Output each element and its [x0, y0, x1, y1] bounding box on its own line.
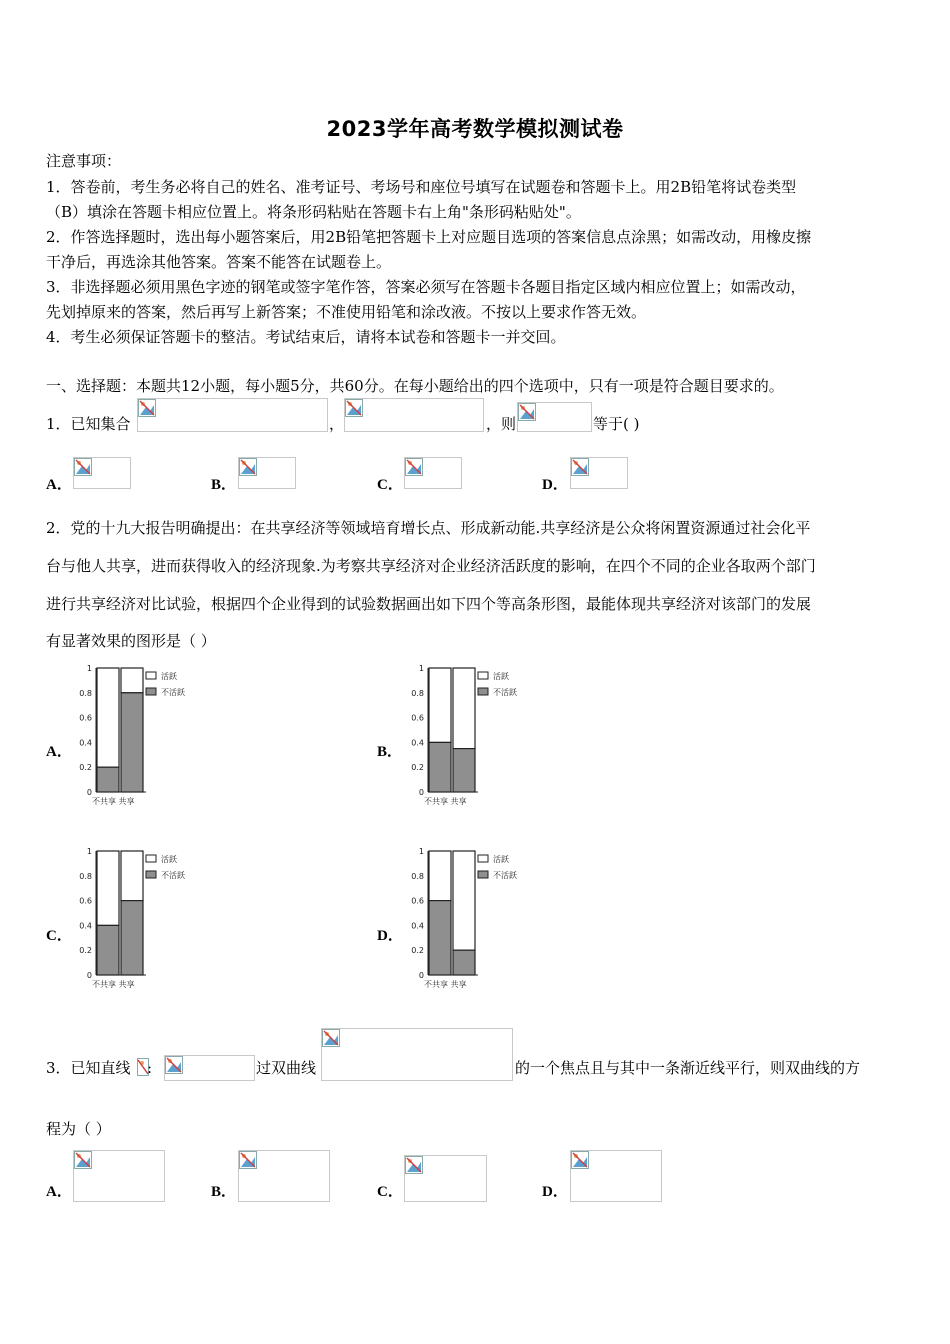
legend-swatch-inactive: [478, 688, 488, 695]
q1-then: ，则: [486, 415, 517, 433]
broken-image-icon: [571, 458, 589, 476]
notice-line: 1．答卷前，考生务必将自己的姓名、准考证号、考场号和座位号填写在试题卷和答题卡上。用2B铅笔将试卷类型: [46, 178, 797, 196]
q1-prefix: 1．已知集合: [46, 415, 131, 433]
legend-label: 不活跃: [493, 688, 517, 697]
bar-active: [97, 668, 119, 767]
q1-option-a-image: [73, 457, 131, 489]
q1-comma: ，: [329, 415, 345, 433]
notice-line: 干净后，再选涂其他答案。答案不能答在试题卷上。: [46, 253, 392, 271]
q1-option-a-label[interactable]: A．: [46, 477, 72, 493]
x-tick-label: 不共享 共享: [92, 980, 135, 989]
q2-option-a-label[interactable]: A．: [46, 744, 72, 760]
q2-option-d-label[interactable]: D．: [377, 928, 403, 944]
bar-active: [121, 851, 143, 901]
q3-option-d-image: [570, 1150, 662, 1202]
formula-image: [517, 402, 592, 432]
notice-heading: 注意事项：: [46, 152, 122, 170]
broken-image-icon: [165, 1056, 183, 1074]
bar-inactive: [453, 950, 475, 975]
q1-option-c-image: [404, 457, 462, 489]
notice-line: 3．非选择题必须用黑色字迹的钢笔或签字笔作答，答案必须写在答题卡各题目指定区域内相应位置上；如需改动，: [46, 278, 806, 296]
y-tick-label: 1: [86, 664, 92, 673]
broken-image-icon: [138, 399, 156, 417]
y-tick-label: 0: [86, 971, 92, 980]
q3-option-a-label[interactable]: A．: [46, 1184, 72, 1200]
q2-option-c-label[interactable]: C．: [46, 928, 72, 944]
y-tick-label: 1: [418, 847, 424, 856]
broken-image-icon: [74, 458, 92, 476]
y-tick-label: 0.2: [411, 763, 424, 773]
y-tick-label: 0.8: [411, 871, 424, 881]
broken-image-icon: [518, 403, 536, 421]
formula-image: [321, 1028, 513, 1081]
legend-swatch-inactive: [146, 871, 156, 878]
broken-image-icon: [345, 399, 363, 417]
y-tick-label: 0.8: [411, 688, 424, 698]
q2-line: 有显著效果的图形是（ ）: [46, 632, 216, 650]
broken-image-icon: [239, 1151, 257, 1169]
legend-swatch-active: [478, 855, 488, 862]
broken-image-icon: [322, 1029, 340, 1047]
notice-line: 先划掉原来的答案，然后再写上新答案；不准使用铅笔和涂改液。不按以上要求作答无效。: [46, 303, 647, 321]
q2-option-b-label[interactable]: B．: [377, 744, 403, 760]
bar-active: [429, 851, 451, 901]
broken-image-icon: [239, 458, 257, 476]
q3-middle: 过双曲线: [256, 1059, 317, 1077]
legend-swatch-active: [146, 672, 156, 679]
y-tick-label: 0.4: [411, 921, 424, 931]
bar-inactive: [121, 901, 143, 975]
legend-swatch-active: [146, 855, 156, 862]
bar-active: [453, 851, 475, 950]
y-tick-label: 0.4: [79, 921, 92, 931]
broken-image-icon: [405, 458, 423, 476]
x-tick-label: 不共享 共享: [424, 797, 467, 806]
y-tick-label: 0.2: [79, 763, 92, 773]
chart-a: [74, 662, 204, 812]
bar-active: [121, 668, 143, 693]
q3-option-c-image: [404, 1155, 487, 1202]
notice-line: 2．作答选择题时，选出每小题答案后，用2B铅笔把答题卡上对应题目选项的答案信息点涂黑；如需改动，用橡皮擦: [46, 228, 812, 246]
y-tick-label: 0.6: [411, 896, 424, 906]
chart-c: [74, 845, 204, 995]
legend-label: 活跃: [493, 855, 509, 864]
y-tick-label: 1: [86, 847, 92, 856]
y-tick-label: 0.4: [79, 738, 92, 748]
y-tick-label: 0: [418, 971, 424, 980]
broken-image-icon: [74, 1151, 92, 1169]
legend-label: 活跃: [161, 672, 177, 681]
y-tick-label: 0.6: [79, 713, 92, 723]
bar-inactive: [453, 749, 475, 792]
bar-inactive: [97, 767, 119, 792]
q3-option-c-label[interactable]: C．: [377, 1184, 403, 1200]
bar-active: [97, 851, 119, 925]
legend-label: 活跃: [161, 855, 177, 864]
q3-colon: :: [147, 1059, 153, 1077]
legend-label: 活跃: [493, 672, 509, 681]
notice-line: 4．考生必须保证答题卡的整洁。考试结束后，请将本试卷和答题卡一并交回。: [46, 328, 566, 346]
q3-prefix: 3．已知直线: [46, 1059, 131, 1077]
broken-image-icon: [571, 1151, 589, 1169]
q3-option-b-label[interactable]: B．: [211, 1184, 237, 1200]
bar-active: [429, 668, 451, 742]
x-tick-label: 不共享 共享: [424, 980, 467, 989]
x-tick-label: 不共享 共享: [92, 797, 135, 806]
legend-swatch-inactive: [478, 871, 488, 878]
legend-label: 不活跃: [161, 871, 185, 880]
chart-d: [406, 845, 536, 995]
q1-option-b-image: [238, 457, 296, 489]
notice-line: （B）填涂在答题卡相应位置上。将条形码粘贴在答题卡右上角"条形码粘贴处"。: [46, 203, 581, 221]
legend-label: 不活跃: [161, 688, 185, 697]
bar-inactive: [429, 901, 451, 975]
q1-suffix: 等于( ): [593, 415, 640, 433]
q2-line: 台与他人共享，进而获得收入的经济现象.为考察共享经济对企业经济活跃度的影响，在四个不同的企业各取两个部门: [46, 557, 816, 575]
y-tick-label: 0.4: [411, 738, 424, 748]
q3-option-d-label[interactable]: D．: [542, 1184, 568, 1200]
page-title: 2023学年高考数学模拟测试卷: [326, 117, 624, 141]
q3-line2: 程为（ ）: [46, 1120, 111, 1138]
y-tick-label: 0: [418, 788, 424, 797]
q2-line: 进行共享经济对比试验，根据四个企业得到的试验数据画出如下四个等高条形图，最能体现共享经济对该部门的发展: [46, 595, 812, 613]
bar-inactive: [121, 693, 143, 792]
y-tick-label: 0.6: [79, 896, 92, 906]
q2-line: 2．党的十九大报告明确提出：在共享经济等领域培育增长点、形成新动能.共享经济是公众将闲置资源通过社会化平: [46, 519, 811, 537]
formula-image: [164, 1055, 255, 1081]
section-heading: 一、选择题：本题共12小题，每小题5分，共60分。在每小题给出的四个选项中，只有一项是符合题目要求的。: [46, 377, 784, 395]
y-tick-label: 0.8: [79, 871, 92, 881]
broken-image-icon: [405, 1156, 423, 1174]
q3-option-a-image: [73, 1150, 165, 1202]
bar-inactive: [97, 925, 119, 975]
q1-option-c-label[interactable]: C．: [377, 477, 403, 493]
formula-image: [137, 398, 328, 432]
legend-swatch-active: [478, 672, 488, 679]
q1-option-d-image: [570, 457, 628, 489]
chart-b: [406, 662, 536, 812]
y-tick-label: 0: [86, 788, 92, 797]
y-tick-label: 0.6: [411, 713, 424, 723]
q3-option-b-image: [238, 1150, 330, 1202]
bar-active: [453, 668, 475, 749]
q1-option-b-label[interactable]: B．: [211, 477, 237, 493]
bar-inactive: [429, 742, 451, 792]
q1-option-d-label[interactable]: D．: [542, 477, 568, 493]
q3-suffix: 的一个焦点且与其中一条渐近线平行，则双曲线的方: [515, 1059, 861, 1077]
y-tick-label: 0.2: [411, 946, 424, 956]
y-tick-label: 0.2: [79, 946, 92, 956]
legend-label: 不活跃: [493, 871, 517, 880]
legend-swatch-inactive: [146, 688, 156, 695]
formula-image: [344, 398, 484, 432]
y-tick-label: 0.8: [79, 688, 92, 698]
y-tick-label: 1: [418, 664, 424, 673]
